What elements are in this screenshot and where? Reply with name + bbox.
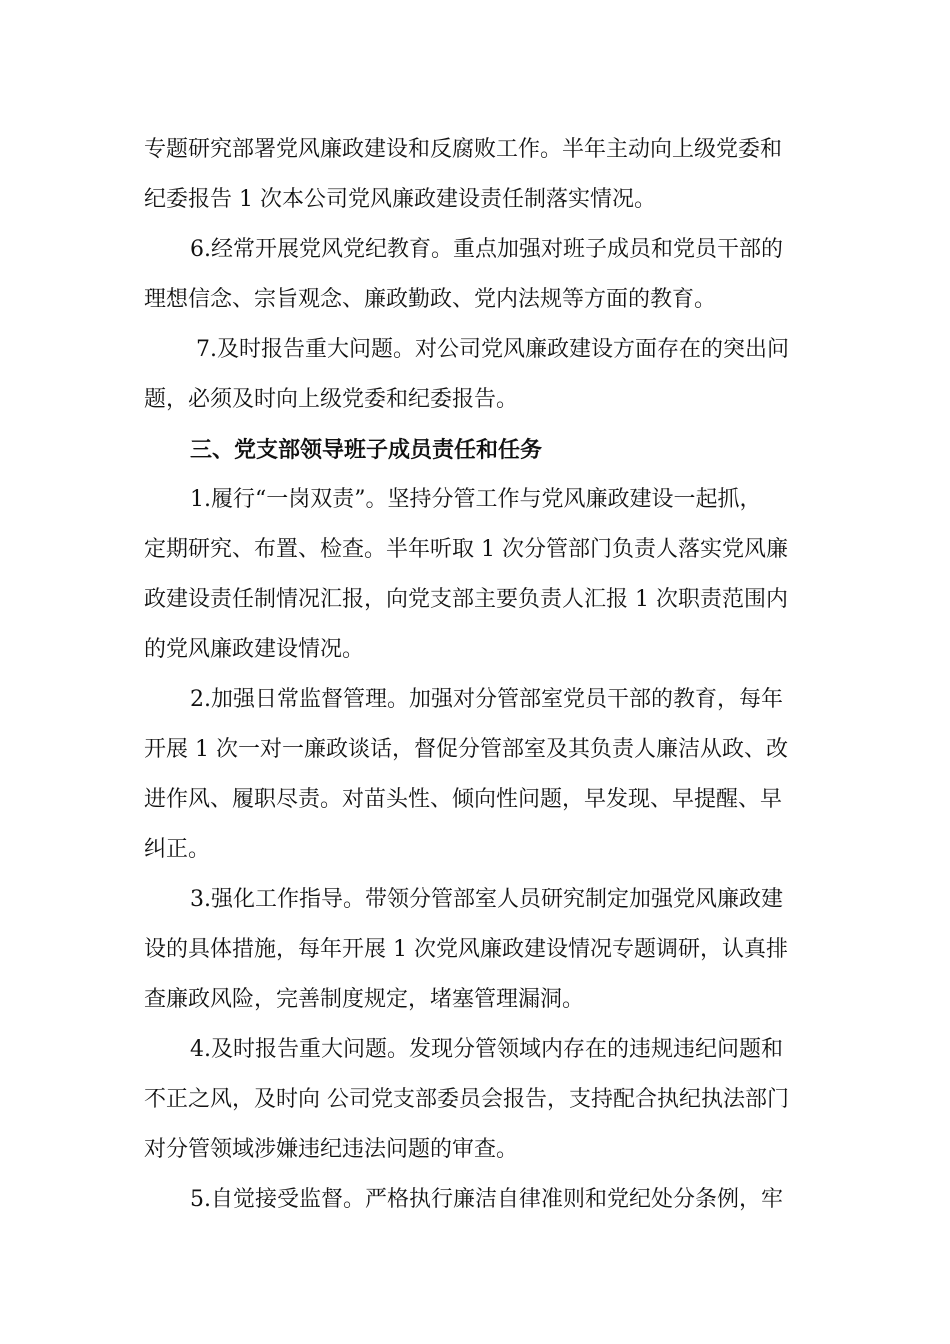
text-line: 进作风、履职尽责。对苗头性、倾向性问题，早发现、早提醒、早 [144, 787, 783, 812]
text-line: 专题研究部署党风廉政建设和反腐败工作。半年主动向上级党委和 [144, 137, 783, 162]
text-line: 理想信念、宗旨观念、廉政勤政、党内法规等方面的教育。 [144, 287, 717, 312]
text-line: 政建设责任制情况汇报，向党支部主要负责人汇报 1 次职责范围内 [144, 587, 788, 612]
text-line: 对分管领域涉嫌违纪违法问题的审查。 [144, 1137, 519, 1162]
text-line: 设的具体措施，每年开展 1 次党风廉政建设情况专题调研，认真排 [144, 937, 788, 962]
text-line: 的党风廉政建设情况。 [144, 637, 365, 662]
text-line: 题，必须及时向上级党委和纪委报告。 [144, 387, 519, 412]
list-item-2: 2.加强日常监督管理。加强对分管部室党员干部的教育，每年 [190, 687, 783, 712]
list-item-6: 6.经常开展党风党纪教育。重点加强对班子成员和党员干部的 [190, 237, 783, 262]
text-line: 纠正。 [144, 837, 211, 862]
section-heading: 三、党支部领导班子成员责任和任务 [190, 437, 543, 463]
text-line: 纪委报告 1 次本公司党风廉政建设责任制落实情况。 [144, 187, 656, 212]
text-line: 定期研究、布置、检查。半年听取 1 次分管部门负责人落实党风廉 [144, 537, 788, 562]
list-item-7: 7.及时报告重大问题。对公司党风廉政建设方面存在的突出问 [196, 337, 789, 362]
text-line: 不正之风，及时向 公司党支部委员会报告，支持配合执纪执法部门 [144, 1087, 789, 1112]
list-item-3: 3.强化工作指导。带领分管部室人员研究制定加强党风廉政建 [190, 887, 783, 912]
text-line: 查廉政风险，完善制度规定，堵塞管理漏洞。 [144, 987, 585, 1012]
list-item-4: 4.及时报告重大问题。发现分管领域内存在的违规违纪问题和 [190, 1037, 783, 1062]
list-item-1: 1.履行“一岗双责”。坚持分管工作与党风廉政建设一起抓， [190, 487, 762, 512]
text-line: 开展 1 次一对一廉政谈话，督促分管部室及其负责人廉洁从政、改 [144, 737, 788, 762]
list-item-5: 5.自觉接受监督。严格执行廉洁自律准则和党纪处分条例，牢 [190, 1187, 783, 1212]
